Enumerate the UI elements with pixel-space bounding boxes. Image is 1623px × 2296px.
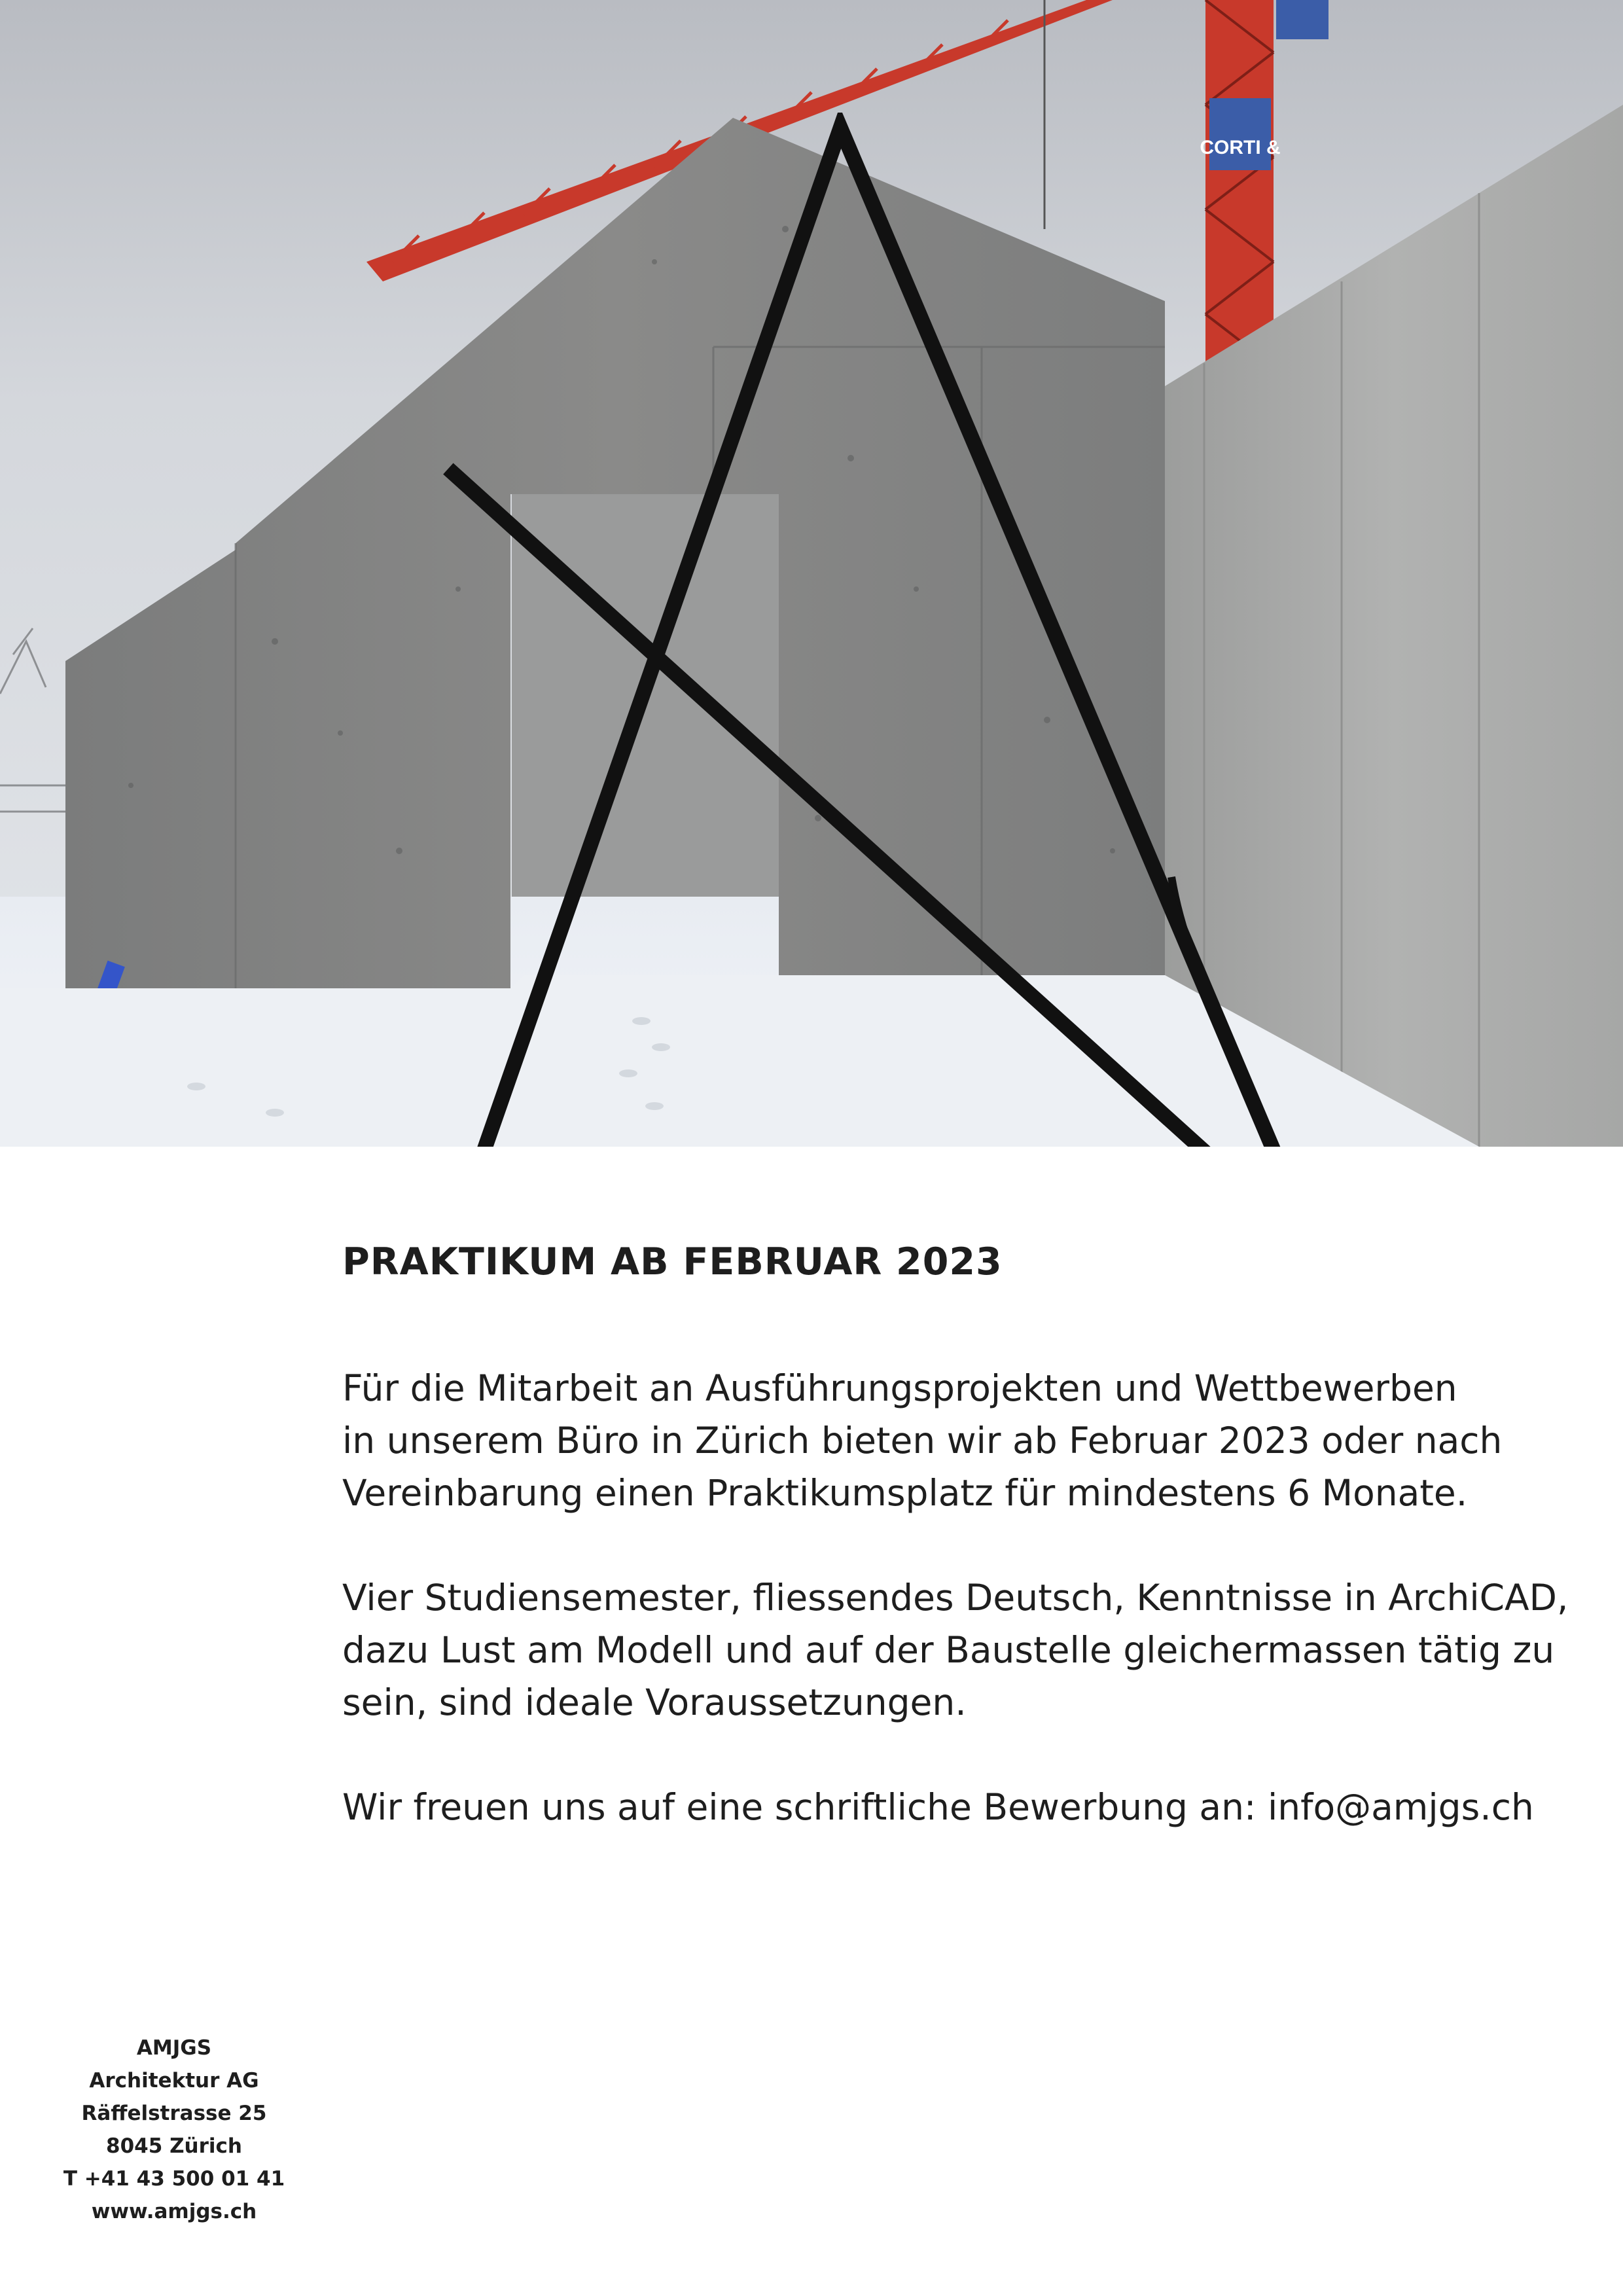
job-posting — [342, 1240, 1569, 1886]
company-name: AMJGS — [136, 2036, 212, 2060]
city: 8045 Zürich — [106, 2134, 242, 2158]
requirements-line: dazu Lust am Modell und auf der Baustelle gleichermassen tätig zu — [342, 1629, 1555, 1671]
website-link[interactable]: www.amjgs.ch — [91, 2200, 257, 2223]
requirements-line: Vier Studiensemester, fliessendes Deutsch, Kenntnisse in ArchiCAD, — [342, 1577, 1569, 1619]
intro-line: in unserem Büro in Zürich bieten wir ab Februar 2023 oder nach — [342, 1420, 1503, 1462]
page-title: PRAKTIKUM AB FEBRUAR 2023 — [342, 1240, 1003, 1283]
company-type: Architektur AG — [89, 2069, 259, 2092]
hero-photo — [0, 0, 1623, 1147]
contact-paragraph — [342, 1781, 1560, 1833]
intro-line: Vereinbarung einen Praktikumsplatz für mindestens 6 Monate. — [342, 1472, 1468, 1514]
intro-paragraph — [342, 1362, 1560, 1519]
company-address — [39, 2032, 309, 2228]
street: Räffelstrasse 25 — [81, 2102, 267, 2125]
crane-sign-text: CORTI & — [1200, 137, 1281, 158]
phone: T +41 43 500 01 41 — [63, 2167, 285, 2191]
intro-line: Für die Mitarbeit an Ausführungsprojekten und Wettbewerben — [342, 1367, 1457, 1409]
contact-line: Wir freuen uns auf eine schriftliche Bewerbung an: info@amjgs.ch — [342, 1786, 1534, 1828]
amjgs-logo — [77, 113, 1623, 1147]
requirements-line: sein, sind ideale Voraussetzungen. — [342, 1681, 967, 1723]
requirements-paragraph — [342, 1571, 1569, 1729]
